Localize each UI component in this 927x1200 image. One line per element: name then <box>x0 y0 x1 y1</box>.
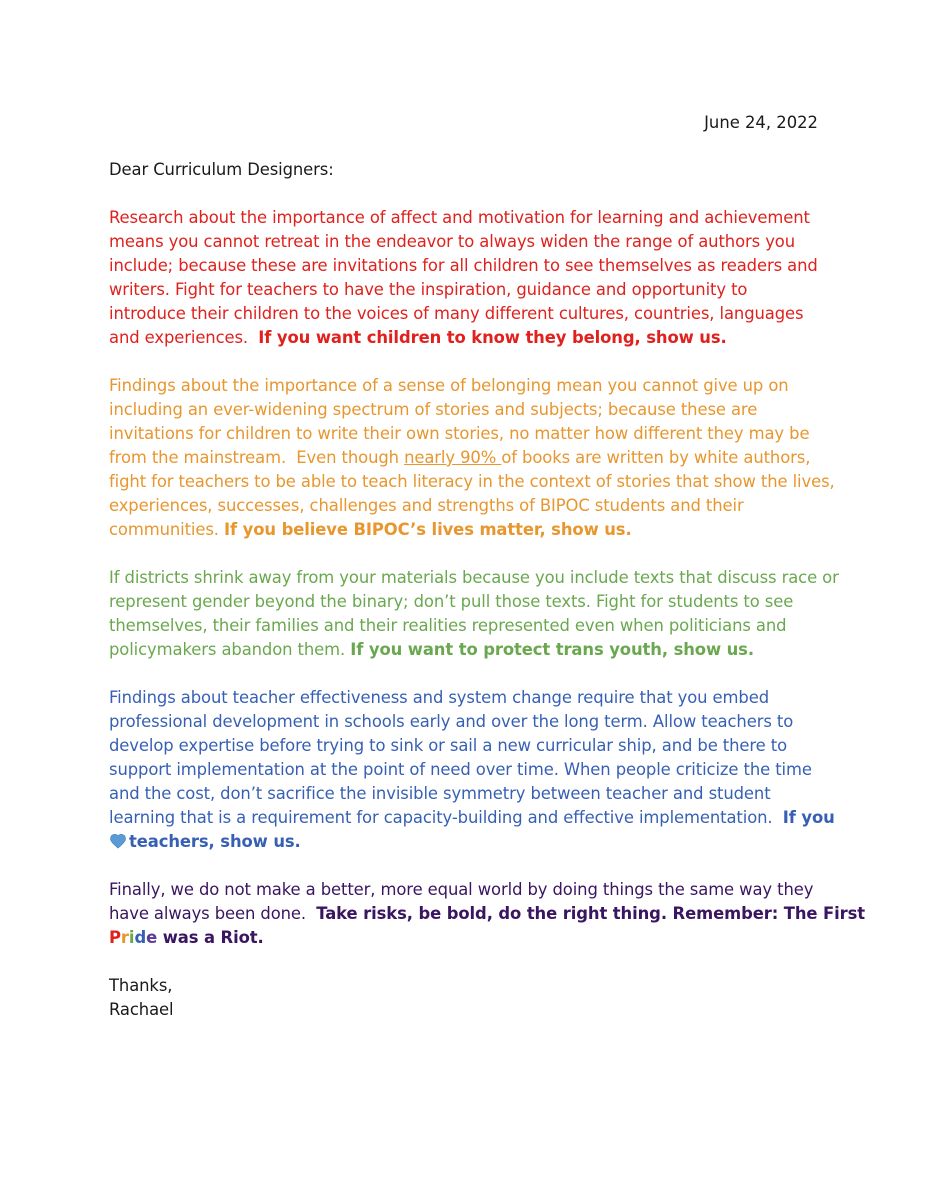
greeting <box>109 158 821 182</box>
paragraph-line <box>109 638 821 662</box>
statistic-link[interactable]: nearly 90% <box>404 448 502 467</box>
paragraph-line: Finally, we do not make a better, more equal world by doing things the same way they <box>109 880 814 899</box>
paragraph-line: themselves, their families and their realities represented even when politicians and <box>109 616 787 635</box>
signoff-thanks: Thanks, <box>109 976 173 995</box>
paragraph-text: and experiences. <box>109 328 259 347</box>
paragraph-line: Findings about the importance of a sense of belonging mean you cannot give up on <box>109 376 789 395</box>
paragraph-line <box>109 326 821 350</box>
paragraph-line: fight for teachers to be able to teach literacy in the context of stories that show the lives, <box>109 472 835 491</box>
paragraph-text: from the mainstream. Even though <box>109 448 405 467</box>
paragraph-line: develop expertise before trying to sink or sail a new curricular ship, and be there to <box>109 736 788 755</box>
paragraph-line: introduce their children to the voices of many different cultures, countries, languages <box>109 304 804 323</box>
paragraph-line: writers. Fight for teachers to have the inspiration, guidance and opportunity to <box>109 280 748 299</box>
call-to-action: Take risks, be bold, do the right thing. Remember: The First <box>316 904 866 923</box>
paragraph-line: include; because these are invitations for all children to see themselves as readers and <box>109 256 818 275</box>
greeting-text: Dear Curriculum Designers: <box>109 160 334 179</box>
paragraph-text: communities. <box>109 520 225 539</box>
signoff-name: Rachael <box>109 1000 174 1019</box>
paragraph-line <box>109 902 866 926</box>
paragraph-closing <box>109 878 866 950</box>
paragraph-line: professional development in schools early and over the long term. Allow teachers to <box>109 712 794 731</box>
signoff <box>109 974 821 1022</box>
paragraph-text: have always been done. <box>109 904 317 923</box>
paragraph-line: and the cost, don’t sacrifice the invisible symmetry between teacher and student <box>109 784 771 803</box>
letter-body <box>109 158 866 1046</box>
paragraph-line: means you cannot retreat in the endeavor to always widen the range of authors you <box>109 232 796 251</box>
paragraph-line: If districts shrink away from your materials because you include texts that discuss race or <box>109 568 839 587</box>
call-to-action: If you believe BIPOC’s lives matter, show us. <box>224 520 632 539</box>
call-to-action: teachers, show us. <box>129 832 301 851</box>
paragraph-line: support implementation at the point of need over time. When people criticize the time <box>109 760 812 779</box>
paragraph-affect-motivation <box>109 206 821 350</box>
paragraph-text: of books are written by white authors, <box>501 448 811 467</box>
paragraph-belonging <box>109 374 835 542</box>
call-to-action: If you <box>782 808 835 827</box>
pride-letter: P <box>109 928 121 947</box>
blue-heart-icon <box>109 832 127 850</box>
paragraph-line: Research about the importance of affect and motivation for learning and achievement <box>109 208 810 227</box>
paragraph-line: including an ever-widening spectrum of stories and subjects; because these are <box>109 400 758 419</box>
pride-letter: i <box>128 928 135 947</box>
pride-letter: r <box>120 928 129 947</box>
call-to-action: was a Riot. <box>157 928 264 947</box>
paragraph-text: learning that is a requirement for capacity-building and effective implementation. <box>109 808 783 827</box>
paragraph-line: invitations for children to write their own stories, no matter how different they may be <box>109 424 810 443</box>
paragraph-line <box>109 830 821 854</box>
paragraph-text: policymakers abandon them. <box>109 640 351 659</box>
paragraph-line <box>109 926 821 950</box>
paragraph-line: Findings about teacher effectiveness and system change require that you embed <box>109 688 770 707</box>
call-to-action: If you want children to know they belong, show us. <box>258 328 727 347</box>
pride-letter: d <box>134 928 147 947</box>
paragraph-line: represent gender beyond the binary; don’t pull those texts. Fight for students to see <box>109 592 794 611</box>
letter-date: June 24, 2022 <box>704 113 818 132</box>
paragraph-line <box>109 518 821 542</box>
paragraph-line <box>109 806 835 830</box>
pride-letter: e <box>146 928 158 947</box>
paragraph-line: experiences, successes, challenges and strengths of BIPOC students and their <box>109 496 744 515</box>
paragraph-representation <box>109 566 839 662</box>
call-to-action: If you want to protect trans youth, show us. <box>350 640 754 659</box>
paragraph-line <box>109 446 821 470</box>
paragraph-teacher-effectiveness <box>109 686 835 854</box>
